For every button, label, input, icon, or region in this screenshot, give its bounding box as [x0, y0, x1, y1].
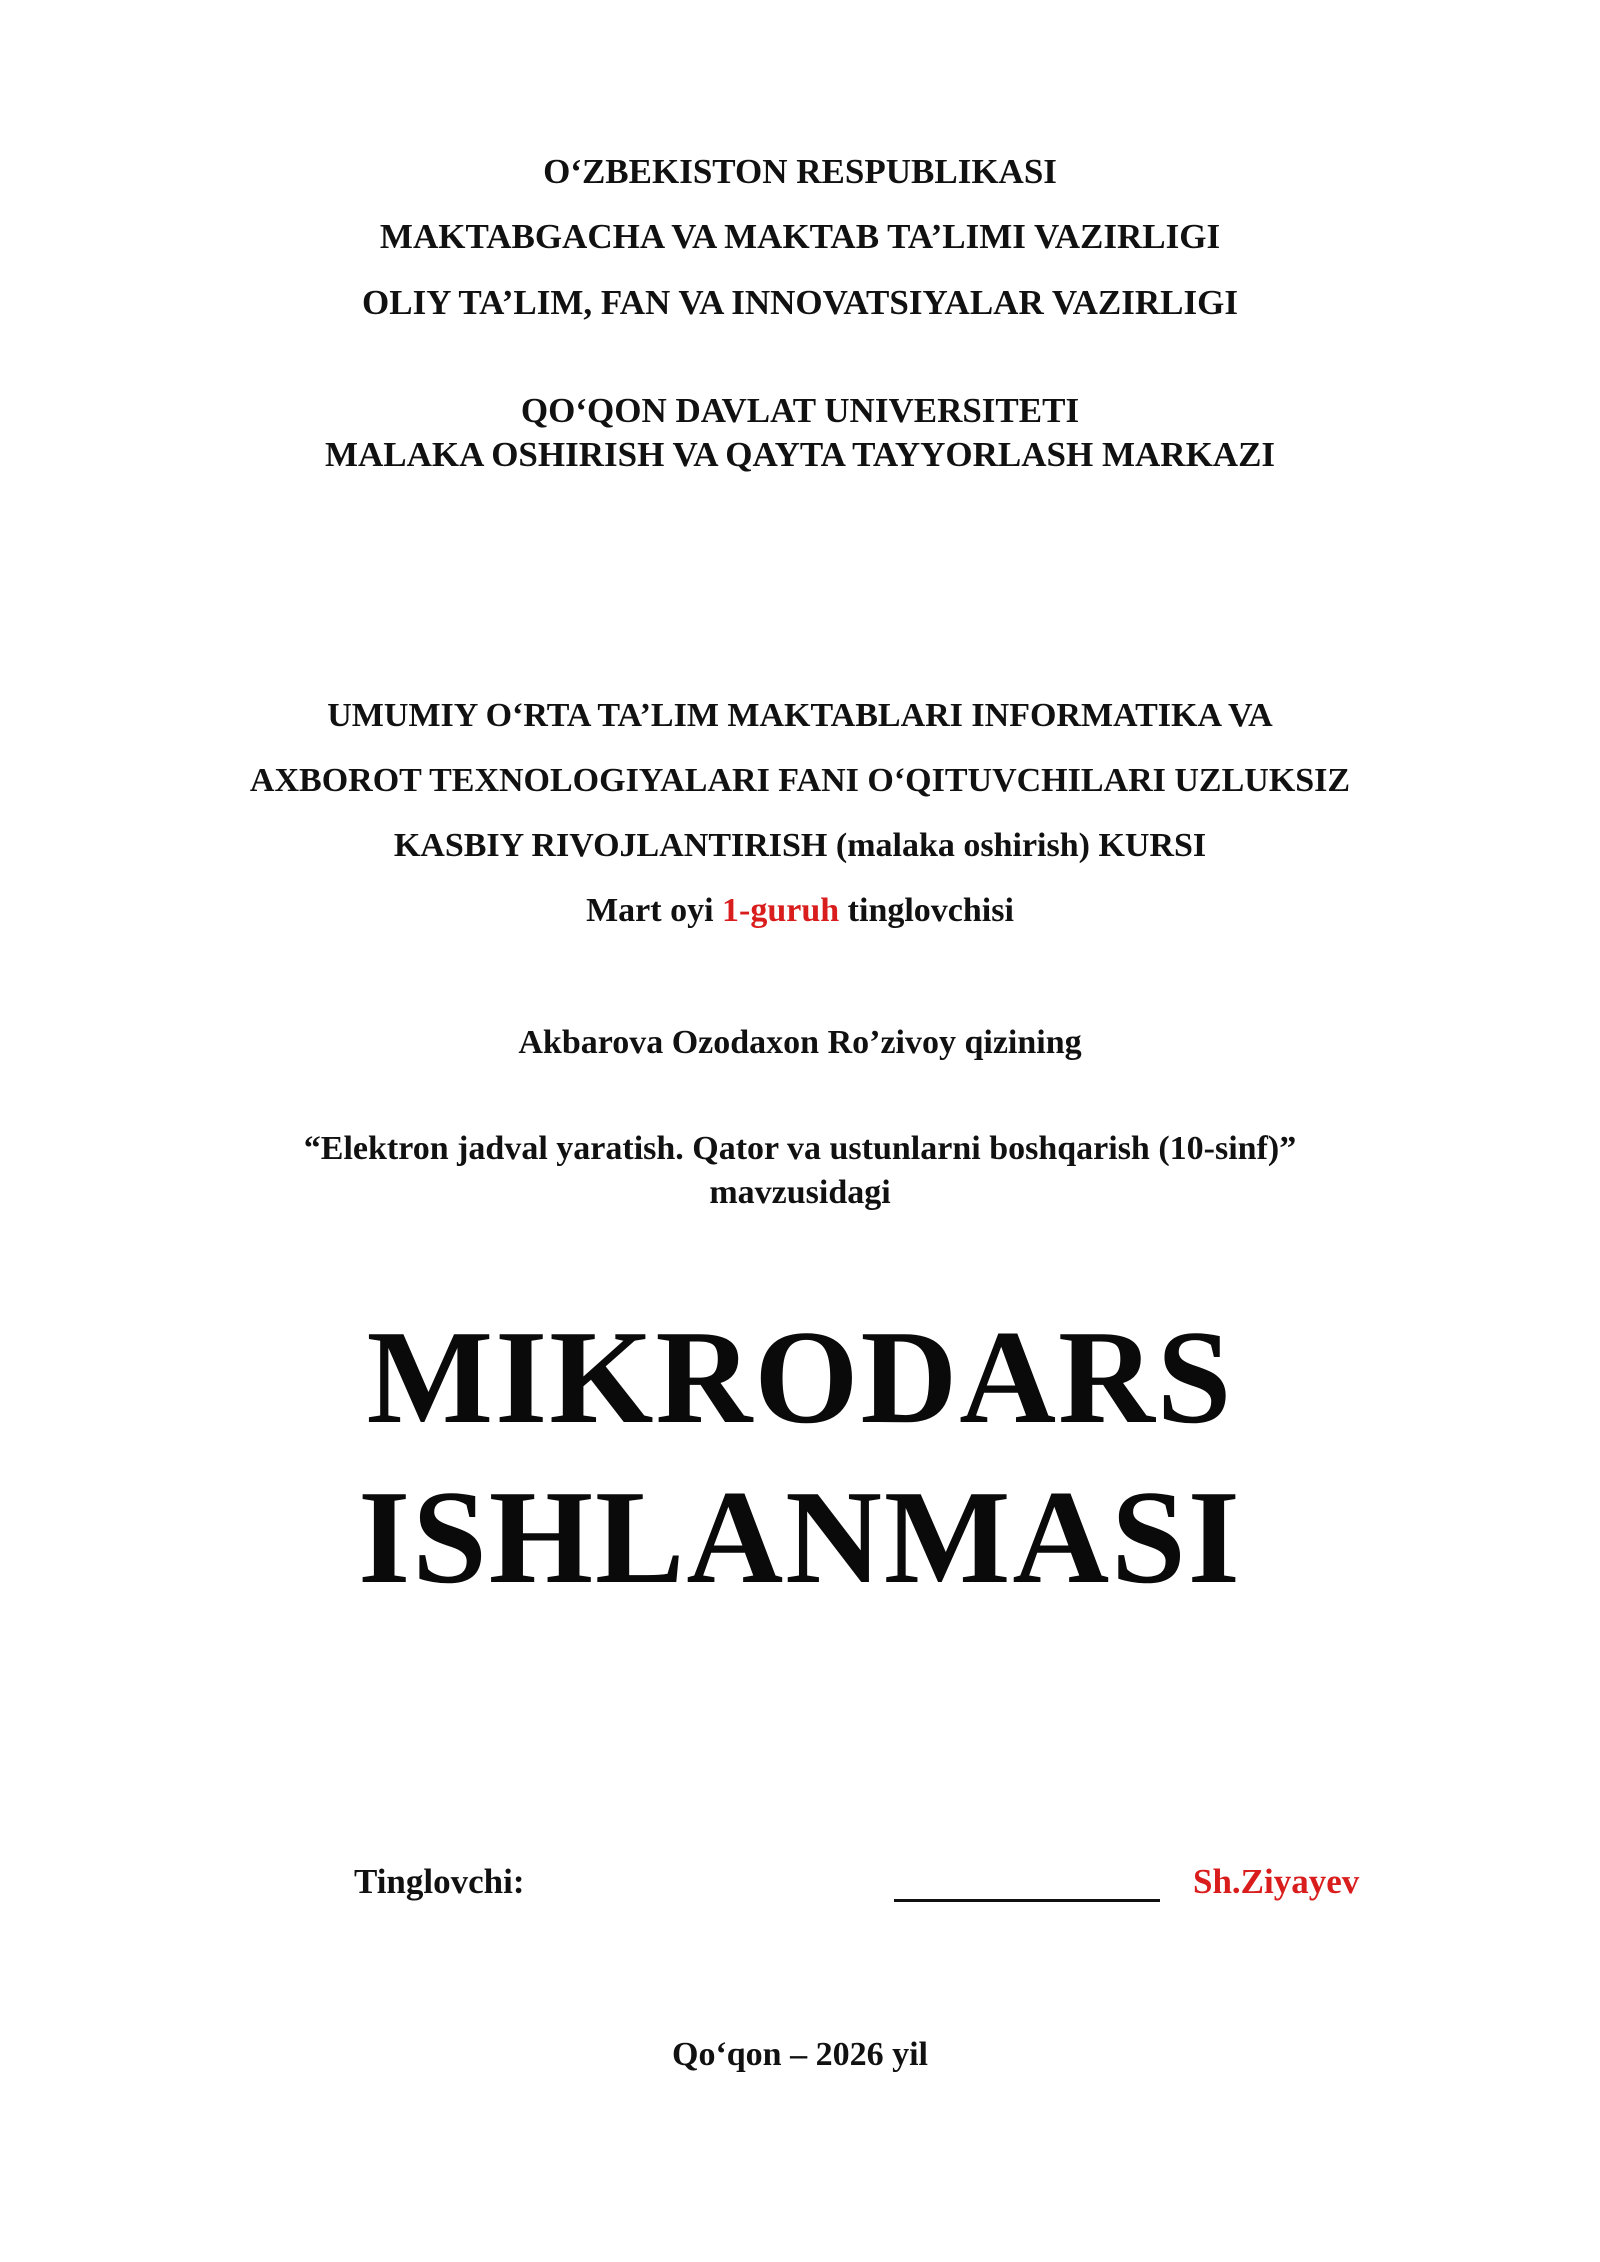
group-suffix: tinglovchisi: [847, 892, 1014, 929]
footer-place-year: Qo‘qon – 2026 yil: [672, 2036, 928, 2073]
course-line-3: KASBIY RIVOJLANTIRISH (malaka oshirish) KURSI: [393, 827, 1207, 864]
signature-label: Tinglovchi:: [354, 1862, 525, 1901]
group-name: 1-guruh: [722, 892, 840, 929]
course-line-1: UMUMIY O‘RTA TA’LIM MAKTABLARI INFORMATIKA VA: [327, 697, 1273, 734]
header-ministry-higher: OLIY TA’LIM, FAN VA INNOVATSIYALAR VAZIRLIGI: [362, 283, 1238, 322]
signature-line: [894, 1899, 1160, 1902]
topic-suffix: mavzusidagi: [709, 1174, 891, 1211]
header-university: QO‘QON DAVLAT UNIVERSITETI: [520, 391, 1080, 430]
main-title-line-1: MIKRODARS: [366, 1303, 1234, 1451]
header-ministry-preschool: MAKTABGACHA VA MAKTAB TA’LIMI VAZIRLIGI: [379, 217, 1221, 256]
topic-title: “Elektron jadval yaratish. Qator va ustunlarni boshqarish (10-sinf)”: [303, 1130, 1297, 1167]
supervisor-name: Sh.Ziyayev: [1193, 1862, 1360, 1901]
author-name: Akbarova Ozodaxon Ro’zivoy qizining: [518, 1024, 1082, 1061]
header-center: MALAKA OSHIRISH VA QAYTA TAYYORLASH MARKAZI: [324, 435, 1276, 474]
course-group-line: [0, 892, 1600, 930]
main-title-line-2: ISHLANMASI: [358, 1463, 1242, 1611]
group-prefix: Mart oyi: [586, 892, 714, 929]
course-line-2: AXBOROT TEXNOLOGIYALARI FANI O‘QITUVCHILARI UZLUKSIZ: [249, 762, 1351, 799]
header-country: O‘ZBEKISTON RESPUBLIKASI: [543, 152, 1057, 191]
